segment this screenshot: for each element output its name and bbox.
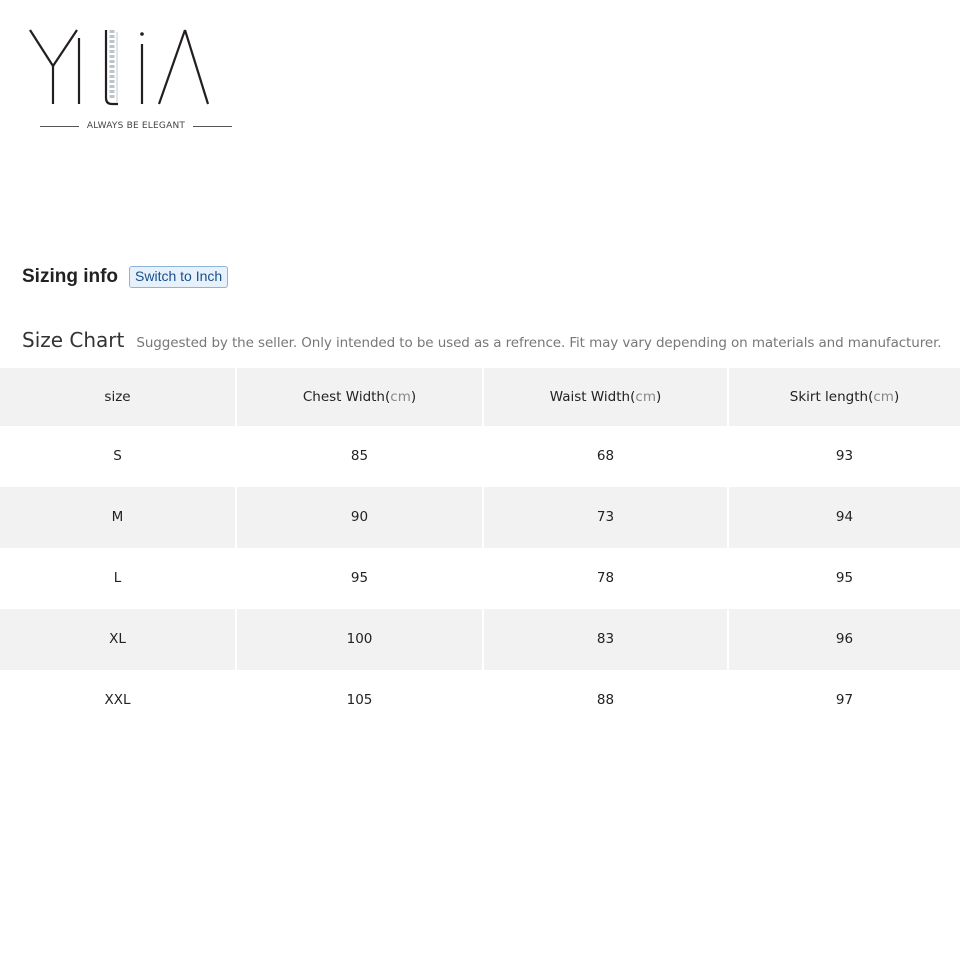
table-row [0, 487, 960, 548]
brand-logo [22, 22, 222, 142]
cell-chest: 90 [237, 487, 482, 548]
cell-skirt: 93 [835, 447, 854, 464]
yilia-logo-mark [22, 22, 222, 112]
cell-waist: 83 [484, 609, 727, 670]
cell-size: S [113, 447, 122, 464]
cell-waist: 73 [484, 487, 727, 548]
header-chest-unit: cm [390, 389, 411, 405]
cell-skirt: 96 [729, 609, 960, 670]
cell-waist: 88 [596, 691, 615, 708]
header-size-label: size [104, 389, 131, 405]
header-chest-width: Chest Width ( cm ) [237, 368, 482, 426]
table-header-row [0, 368, 960, 426]
sizing-info-title: Sizing info [22, 266, 119, 287]
table-row [0, 426, 960, 487]
tagline-rule-left [40, 126, 79, 127]
brand-tagline [40, 121, 232, 131]
header-skirt-label: Skirt length [789, 389, 869, 405]
header-skirt-length: Skirt length ( cm ) [729, 368, 960, 426]
cell-chest: 100 [237, 609, 482, 670]
tagline-rule-right [193, 126, 232, 127]
header-waist-label: Waist Width [549, 389, 631, 405]
header-waist-width: Waist Width ( cm ) [484, 368, 727, 426]
cell-size: M [0, 487, 235, 548]
table-row [0, 609, 960, 670]
sizing-info-header [22, 266, 228, 288]
table-row [0, 548, 960, 609]
header-skirt-unit: cm [873, 389, 894, 405]
header-size [0, 368, 235, 426]
switch-to-inch-button[interactable]: Switch to Inch [129, 266, 228, 288]
cell-size: XXL [104, 691, 131, 708]
header-chest-label: Chest Width [302, 389, 385, 405]
cell-waist: 68 [596, 447, 615, 464]
size-chart-title: Size Chart [22, 328, 125, 352]
header-waist-unit: cm [635, 389, 656, 405]
tagline-text: ALWAYS BE ELEGANT [86, 121, 186, 131]
size-chart-table [0, 368, 960, 731]
table-row [0, 670, 960, 731]
cell-chest: 85 [350, 447, 369, 464]
cell-size: L [113, 569, 122, 586]
cell-skirt: 94 [729, 487, 960, 548]
cell-waist: 78 [596, 569, 615, 586]
cell-skirt: 95 [835, 569, 854, 586]
cell-size: XL [0, 609, 235, 670]
cell-skirt: 97 [835, 691, 854, 708]
cell-chest: 95 [350, 569, 369, 586]
size-chart-header [22, 328, 941, 352]
cell-chest: 105 [346, 691, 373, 708]
size-chart-note: Suggested by the seller. Only intended to be used as a refrence. Fit may vary depending on materials and manufacturer. [136, 335, 942, 351]
